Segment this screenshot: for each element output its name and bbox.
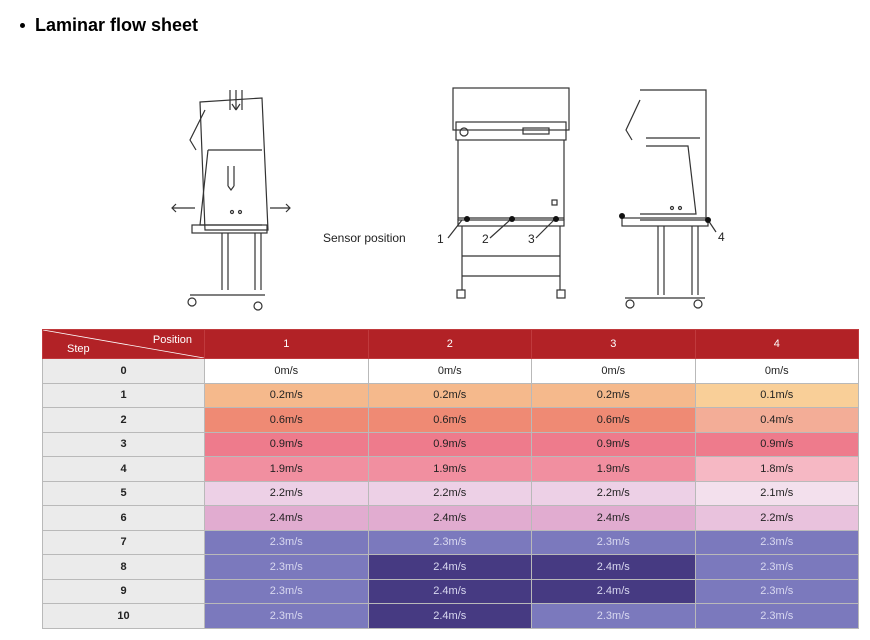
flow-value-cell: 2.3m/s	[205, 579, 369, 604]
cabinet-diagrams	[0, 80, 870, 320]
step-cell: 10	[43, 604, 205, 629]
table-body	[43, 359, 859, 629]
flow-value-cell: 2.4m/s	[368, 506, 532, 531]
position-header-label: Position	[152, 334, 192, 346]
flow-value-cell: 2.4m/s	[368, 555, 532, 580]
flow-value-cell: 0.6m/s	[368, 408, 532, 433]
corner-header	[43, 330, 205, 359]
sensor-marker-2: 2	[482, 232, 489, 246]
heading-row	[20, 12, 198, 38]
flow-value-cell: 2.2m/s	[368, 481, 532, 506]
flow-value-cell: 0m/s	[695, 359, 859, 384]
flow-value-cell: 0.9m/s	[205, 432, 369, 457]
step-cell: 0	[43, 359, 205, 384]
flow-value-cell: 2.3m/s	[695, 604, 859, 629]
flow-value-cell: 0.1m/s	[695, 383, 859, 408]
step-cell: 6	[43, 506, 205, 531]
flow-value-cell: 0.9m/s	[532, 432, 696, 457]
flow-value-cell: 2.3m/s	[695, 555, 859, 580]
column-header-4: 4	[695, 330, 859, 359]
table-row	[43, 555, 859, 580]
flow-value-cell: 0m/s	[532, 359, 696, 384]
step-cell: 8	[43, 555, 205, 580]
column-header-3: 3	[532, 330, 696, 359]
flow-value-cell: 2.4m/s	[205, 506, 369, 531]
step-cell: 4	[43, 457, 205, 482]
flow-value-cell: 0.9m/s	[695, 432, 859, 457]
sensor-marker-1: 1	[437, 232, 444, 246]
flow-value-cell: 2.2m/s	[532, 481, 696, 506]
sensor-marker-4: 4	[718, 230, 725, 244]
table-row	[43, 408, 859, 433]
flow-value-cell: 2.3m/s	[695, 579, 859, 604]
table-header-row	[43, 330, 859, 359]
flow-value-cell: 0.2m/s	[532, 383, 696, 408]
flow-value-cell: 0.6m/s	[205, 408, 369, 433]
step-cell: 3	[43, 432, 205, 457]
step-header-label: Step	[67, 343, 90, 355]
step-cell: 2	[43, 408, 205, 433]
sensor-position-label: Sensor position	[323, 231, 406, 245]
table-row	[43, 432, 859, 457]
flow-value-cell: 2.3m/s	[205, 530, 369, 555]
column-header-1: 1	[205, 330, 369, 359]
flow-value-cell: 2.3m/s	[205, 555, 369, 580]
flow-value-cell: 0.9m/s	[368, 432, 532, 457]
step-cell: 5	[43, 481, 205, 506]
flow-value-cell: 2.4m/s	[532, 555, 696, 580]
front-view-center	[453, 88, 569, 298]
laminar-flow-table	[42, 329, 859, 629]
step-cell: 9	[43, 579, 205, 604]
table-row	[43, 506, 859, 531]
flow-value-cell: 2.3m/s	[532, 530, 696, 555]
flow-value-cell: 2.3m/s	[532, 604, 696, 629]
flow-value-cell: 0m/s	[368, 359, 532, 384]
flow-value-cell: 2.4m/s	[368, 579, 532, 604]
flow-value-cell: 2.4m/s	[532, 579, 696, 604]
side-view-left	[172, 90, 290, 310]
table-row	[43, 481, 859, 506]
table-row	[43, 530, 859, 555]
page-title: Laminar flow sheet	[35, 14, 199, 35]
flow-value-cell: 1.9m/s	[368, 457, 532, 482]
step-cell: 1	[43, 383, 205, 408]
table-row	[43, 359, 859, 384]
column-header-2: 2	[368, 330, 532, 359]
sensor-marker-3: 3	[528, 232, 535, 246]
flow-value-cell: 2.4m/s	[368, 604, 532, 629]
bullet-icon	[20, 23, 25, 28]
flow-value-cell: 0.2m/s	[368, 383, 532, 408]
flow-value-cell: 1.9m/s	[532, 457, 696, 482]
side-view-right	[622, 90, 716, 308]
flow-value-cell: 0.2m/s	[205, 383, 369, 408]
step-cell: 7	[43, 530, 205, 555]
flow-value-cell: 1.9m/s	[205, 457, 369, 482]
flow-value-cell: 2.3m/s	[695, 530, 859, 555]
flow-value-cell: 0m/s	[205, 359, 369, 384]
table-row	[43, 579, 859, 604]
flow-value-cell: 2.2m/s	[695, 506, 859, 531]
flow-value-cell: 2.4m/s	[532, 506, 696, 531]
flow-value-cell: 2.1m/s	[695, 481, 859, 506]
flow-value-cell: 0.6m/s	[532, 408, 696, 433]
table-row	[43, 457, 859, 482]
table-row	[43, 383, 859, 408]
flow-value-cell: 2.2m/s	[205, 481, 369, 506]
flow-value-cell: 1.8m/s	[695, 457, 859, 482]
flow-value-cell: 2.3m/s	[205, 604, 369, 629]
table-row	[43, 604, 859, 629]
flow-value-cell: 2.3m/s	[368, 530, 532, 555]
flow-value-cell: 0.4m/s	[695, 408, 859, 433]
